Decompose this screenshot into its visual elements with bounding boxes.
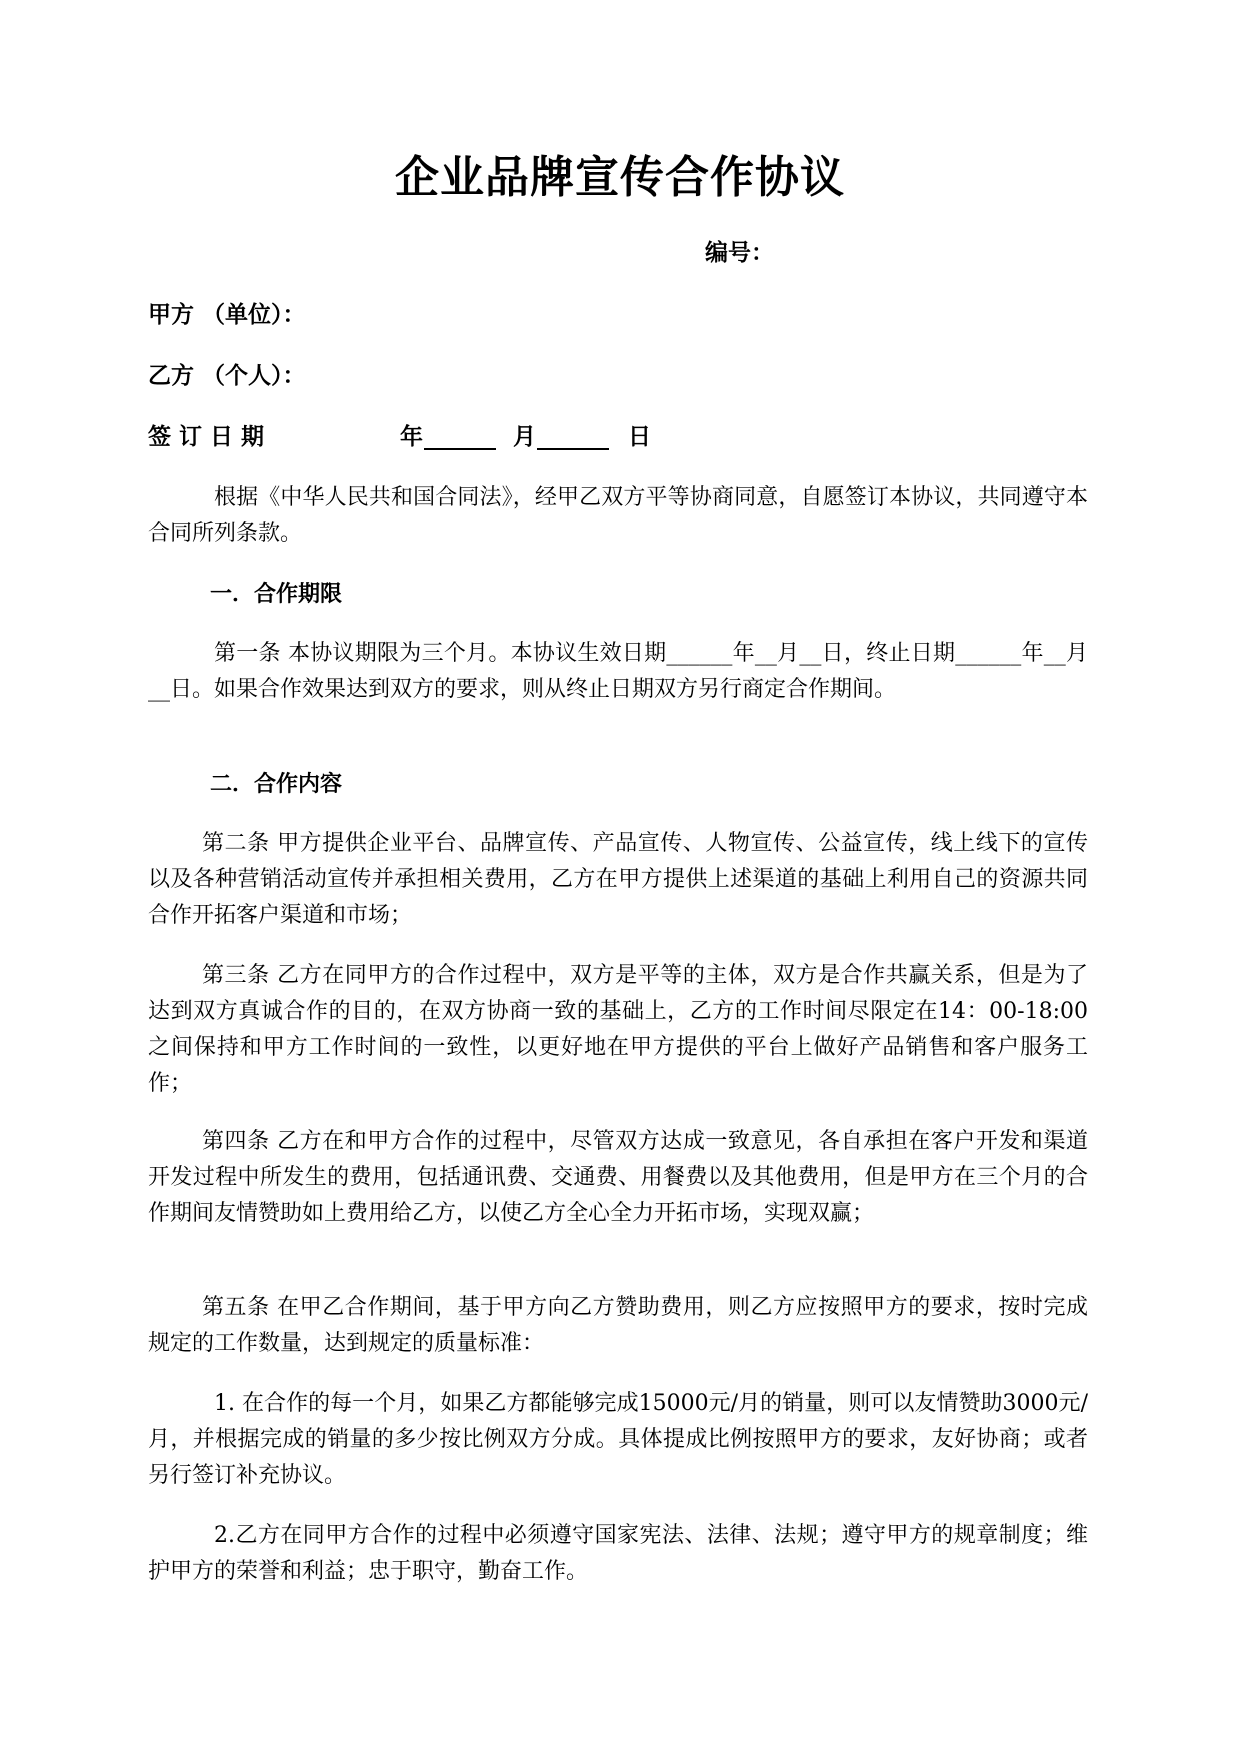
sign-date-year-blank bbox=[424, 420, 496, 450]
article-1: 第一条 本协议期限为三个月。本协议生效日期______年__月__日，终止日期______年__月__日。如果合作效果达到双方的要求，则从终止日期双方另行商定合作期间。 bbox=[148, 641, 1088, 702]
contract-number-label: 编号： bbox=[705, 240, 774, 266]
sign-date-day: 日 bbox=[628, 424, 651, 450]
article-3: 第三条 乙方在同甲方的合作过程中，双方是平等的主体，双方是合作共赢关系，但是为了达到双方真诚合作的目的，在双方协商一致的基础上，乙方的工作时间尽限定在14：00-18:00之间保持和甲方工作时间的一致性，以更好地在甲方提供的平台上做好产品销售和客户服务工作； bbox=[148, 963, 1088, 1096]
sign-date-month: 月 bbox=[513, 424, 536, 450]
sign-date-year: 年 bbox=[400, 424, 423, 450]
section-1-heading: 一．合作期限 bbox=[210, 582, 343, 607]
sign-date-label: 签 订 日 期 bbox=[148, 424, 265, 450]
section-2-heading: 二．合作内容 bbox=[210, 772, 343, 797]
intro-paragraph: 根据《中华人民共和国合同法》，经甲乙双方平等协商同意，自愿签订本协议，共同遵守本合同所列条款。 bbox=[148, 485, 1088, 546]
article-4: 第四条 乙方在和甲方合作的过程中，尽管双方达成一致意见，各自承担在客户开发和渠道开发过程中所发生的费用，包括通讯费、交通费、用餐费以及其他费用，但是甲方在三个月的合作期间友情赞助如上费用给乙方，以使乙方全心全力开拓市场，实现双赢； bbox=[148, 1129, 1088, 1226]
article-2: 第二条 甲方提供企业平台、品牌宣传、产品宣传、人物宣传、公益宣传，线上线下的宣传以及各种营销活动宣传并承担相关费用，乙方在甲方提供上述渠道的基础上利用自己的资源共同合作开拓客户渠道和市场； bbox=[148, 831, 1088, 928]
sign-date-month-blank bbox=[537, 420, 609, 450]
document-title: 企业品牌宣传合作协议 bbox=[395, 152, 845, 203]
article-5: 第五条 在甲乙合作期间，基于甲方向乙方赞助费用，则乙方应按照甲方的要求，按时完成规定的工作数量，达到规定的质量标准： bbox=[148, 1295, 1088, 1356]
party-b-line: 乙方 （个人）： bbox=[148, 363, 306, 389]
article-5-item-1: 1. 在合作的每一个月，如果乙方都能够完成15000元/月的销量，则可以友情赞助3000元/月，并根据完成的销量的多少按比例双方分成。具体提成比例按照甲方的要求，友好协商；或者另行签订补充协议。 bbox=[148, 1391, 1088, 1488]
article-5-item-2: 2.乙方在同甲方合作的过程中必须遵守国家宪法、法律、法规；遵守甲方的规章制度；维护甲方的荣誉和利益；忠于职守，勤奋工作。 bbox=[148, 1523, 1088, 1584]
party-a-line: 甲方 （单位）： bbox=[148, 302, 306, 328]
